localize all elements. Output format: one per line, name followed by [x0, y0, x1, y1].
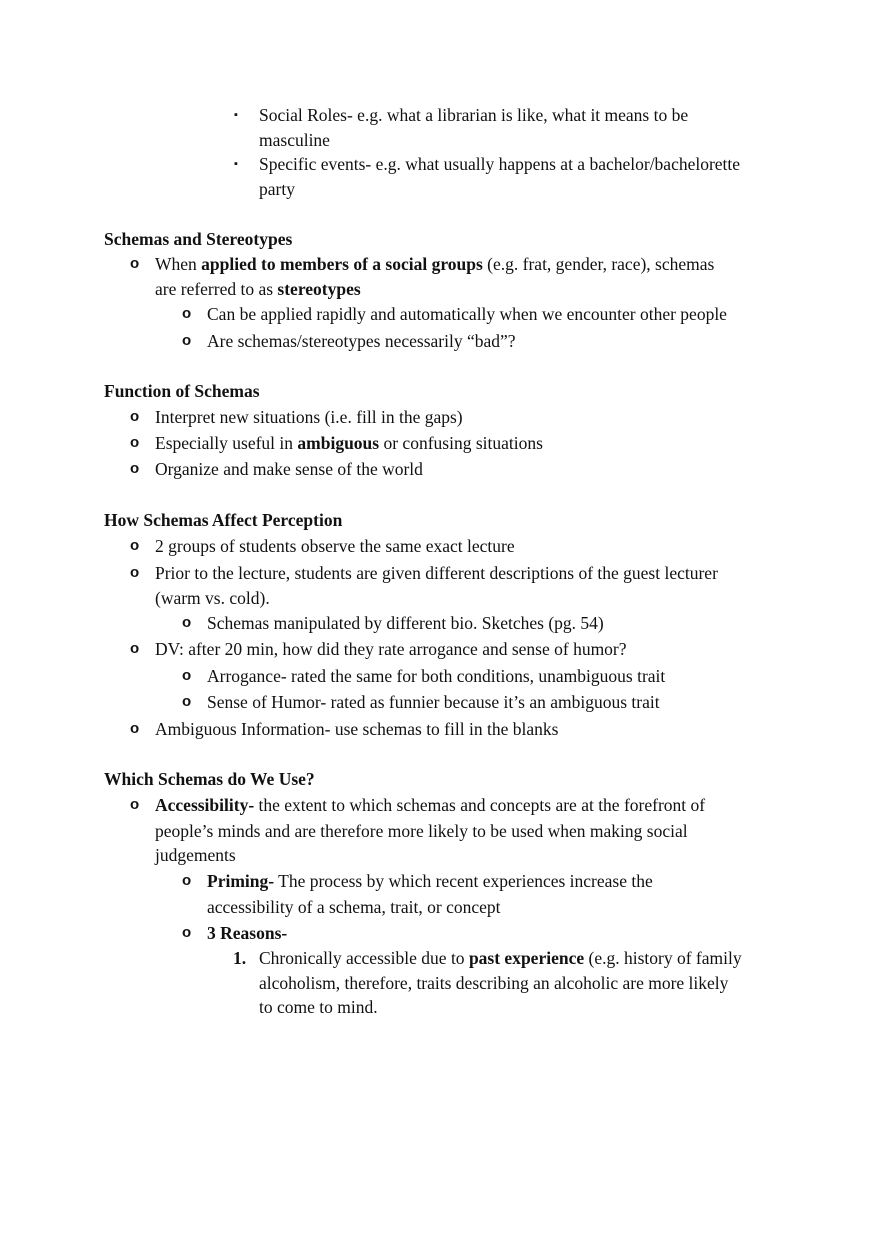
circle-bullet: o — [182, 667, 192, 684]
text-line: Are schemas/stereotypes necessarily “bad”? — [207, 331, 516, 351]
text-line: Schemas manipulated by different bio. Sketches (pg. 54) — [207, 613, 604, 633]
circle-bullet: o — [130, 796, 140, 813]
square-bullet: ▪ — [234, 109, 238, 121]
circle-bullet: o — [182, 872, 192, 889]
section-heading: How Schemas Affect Perception — [104, 510, 343, 530]
text-line: people’s minds and are therefore more likely to be used when making social — [155, 821, 688, 841]
circle-bullet: o — [130, 460, 140, 477]
text-line: Can be applied rapidly and automatically when we encounter other people — [207, 304, 727, 324]
text-line: Interpret new situations (i.e. fill in the gaps) — [155, 407, 463, 427]
text-line: When applied to members of a social groups (e.g. frat, gender, race), schemas — [155, 254, 715, 274]
text-line: judgements — [155, 845, 236, 865]
text-line: accessibility of a schema, trait, or concept — [207, 897, 501, 917]
text-line: 3 Reasons- — [207, 923, 288, 943]
text-line: Accessibility- the extent to which schemas and concepts are at the forefront of — [155, 795, 706, 815]
text-line: DV: after 20 min, how did they rate arrogance and sense of humor? — [155, 639, 627, 659]
text-line: Especially useful in ambiguous or confusing situations — [155, 433, 543, 453]
circle-bullet: o — [182, 924, 192, 941]
text-line: masculine — [259, 130, 330, 150]
circle-bullet: o — [182, 332, 192, 349]
number-marker: 1. — [233, 948, 247, 968]
circle-bullet: o — [130, 640, 140, 657]
circle-bullet: o — [182, 614, 192, 631]
section-heading: Function of Schemas — [104, 381, 260, 401]
text-line: Priming- The process by which recent experiences increase the — [207, 871, 653, 891]
text-line: Social Roles- e.g. what a librarian is like, what it means to be — [259, 105, 689, 125]
circle-bullet: o — [182, 305, 192, 322]
text-line: Prior to the lecture, students are given different descriptions of the guest lecturer — [155, 563, 718, 583]
circle-bullet: o — [130, 564, 140, 581]
text-line: Sense of Humor- rated as funnier because it’s an ambiguous trait — [207, 692, 660, 712]
section-heading: Which Schemas do We Use? — [104, 769, 315, 789]
circle-bullet: o — [130, 434, 140, 451]
text-line: alcoholism, therefore, traits describing an alcoholic are more likely — [259, 973, 729, 993]
text-line: party — [259, 179, 295, 199]
circle-bullet: o — [182, 693, 192, 710]
circle-bullet: o — [130, 537, 140, 554]
section-heading: Schemas and Stereotypes — [104, 229, 293, 249]
text-line: 2 groups of students observe the same exact lecture — [155, 536, 515, 556]
text-line: Specific events- e.g. what usually happens at a bachelor/bachelorette — [259, 154, 741, 174]
circle-bullet: o — [130, 720, 140, 737]
circle-bullet: o — [130, 408, 140, 425]
square-bullet: ▪ — [234, 158, 238, 170]
text-line: are referred to as stereotypes — [155, 279, 361, 299]
text-line: Arrogance- rated the same for both conditions, unambiguous trait — [207, 666, 666, 686]
text-line: (warm vs. cold). — [155, 588, 270, 608]
text-line: to come to mind. — [259, 997, 378, 1017]
circle-bullet: o — [130, 255, 140, 272]
text-line: Organize and make sense of the world — [155, 459, 423, 479]
text-line: Ambiguous Information- use schemas to fill in the blanks — [155, 719, 559, 739]
text-line: Chronically accessible due to past experience (e.g. history of family — [259, 948, 742, 968]
